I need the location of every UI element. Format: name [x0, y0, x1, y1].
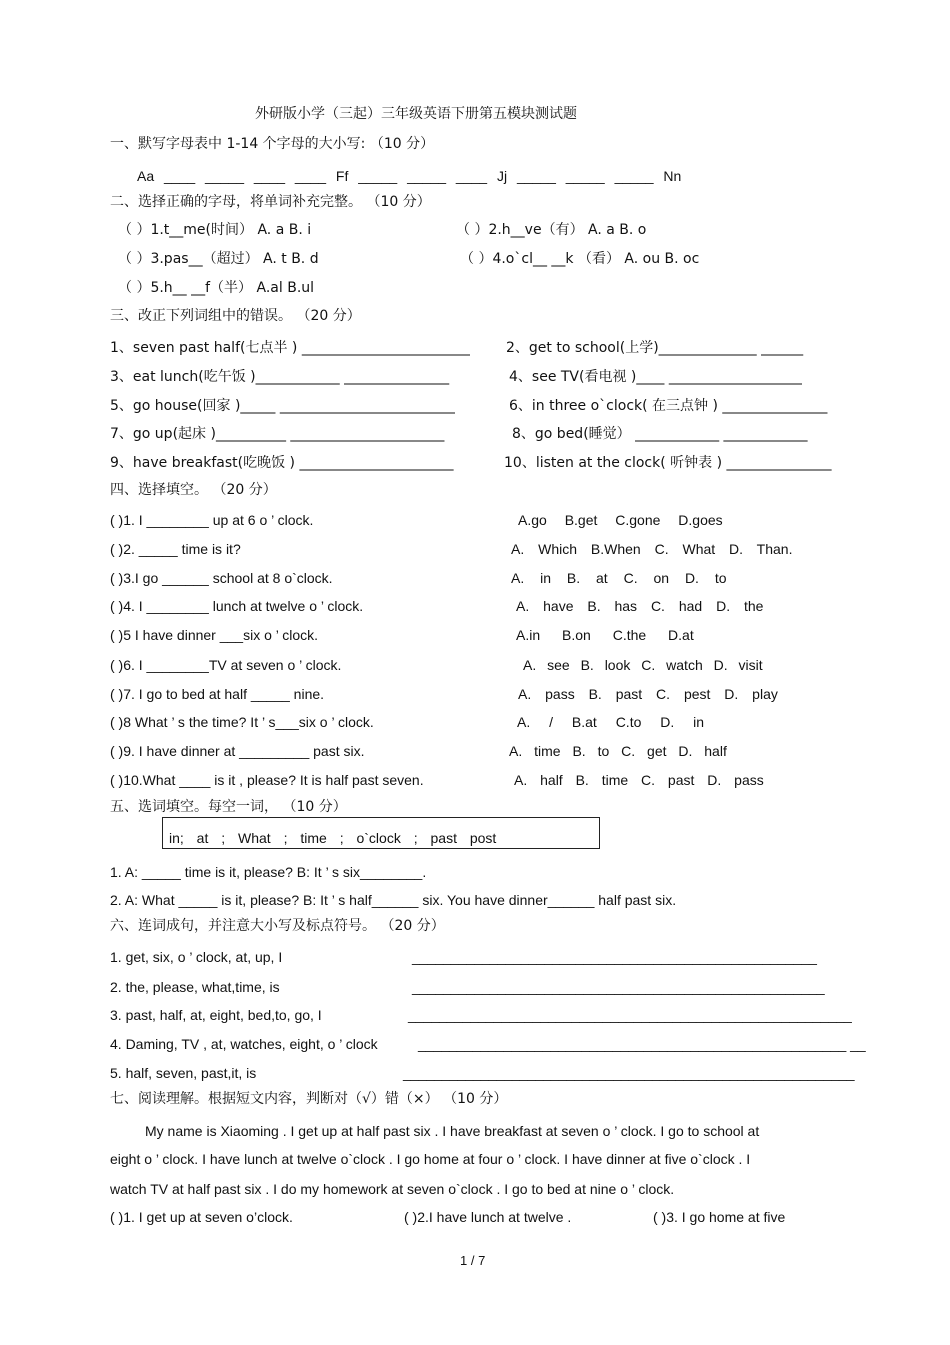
- s3-item-10: 10、listen at the clock( 听钟表 ) _______________: [504, 455, 832, 471]
- s6-item-3: 3. past, half, at, eight, bed,to, go, I: [110, 1007, 322, 1023]
- s4-question-7: ( )7. I go to bed at half _____ nine.: [110, 686, 325, 702]
- section-1-heading: 一、默写字母表中 1-14 个字母的大小写: （10 分）: [110, 136, 435, 152]
- s3-item-3: 3、eat lunch(吃午饭 )____________ _______________: [110, 369, 450, 385]
- s4-question-10: ( )10.What ____ is it , please? It is half past seven.: [110, 772, 424, 788]
- s4-options-5: A.in B.on C.the D.at: [516, 627, 694, 643]
- s6-item-1: 1. get, six, o ’ clock, at, up, I: [110, 949, 283, 965]
- s3-item-6: 6、in three o`clock( 在三点钟 ) _______________: [509, 398, 828, 414]
- passage-line-3: watch TV at half past six . I do my homework at seven o`clock . I go to bed at nine o ’ clock.: [110, 1181, 675, 1197]
- s4-options-2: A. Which B.When C. What D. Than.: [511, 541, 793, 557]
- section-2-heading: 二、选择正确的字母，将单词补充完整。 （10 分）: [110, 194, 431, 210]
- s3-item-5: 5、go house(回家 )_____ _________________________: [110, 398, 455, 414]
- s3-item-7: 7、go up(起床 )__________ ______________________: [110, 426, 445, 442]
- section-6-heading: 六、连词成句，并注意大小写及标点符号。 （20 分）: [110, 918, 445, 934]
- s2-question-3: （ ）3.pas__（超过） A. t B. d: [118, 251, 319, 267]
- page-title: 外研版小学（三起）三年级英语下册第五模块测试题: [255, 106, 577, 122]
- s4-question-2: ( )2. _____ time is it?: [110, 541, 241, 557]
- s6-answer-line-3: _________________________________________________________: [408, 1007, 852, 1023]
- s5-question-1: 1. A: _____ time is it, please? B: It ’ s six________.: [110, 864, 427, 880]
- section-5-heading: 五、选词填空。每空一词， （10 分）: [110, 799, 347, 815]
- s3-item-4: 4、see TV(看电视 )____ ___________________: [509, 369, 802, 385]
- passage-line-1: My name is Xiaoming . I get up at half past six . I have breakfast at seven o ’ clock. I go to school at: [145, 1123, 760, 1139]
- s4-question-4: ( )4. I ________ lunch at twelve o ’ clock.: [110, 598, 364, 614]
- s4-options-6: A. see B. look C. watch D. visit: [523, 657, 763, 673]
- s6-answer-line-5: __________________________________________________________: [403, 1065, 855, 1081]
- s3-item-9: 9、have breakfast(吃晚饭 ) ______________________: [110, 455, 454, 471]
- s6-item-2: 2. the, please, what,time, is: [110, 979, 280, 995]
- s4-options-9: A. time B. to C. get D. half: [509, 743, 727, 759]
- s7-question-1: ( )1. I get up at seven o’clock.: [110, 1209, 293, 1225]
- word-bank: in; at ; What ; time ; o`clock ; past post: [169, 830, 497, 846]
- s4-question-8: ( )8 What ’ s the time? It ’ s___six o ’ clock.: [110, 714, 374, 730]
- s3-item-2: 2、get to school(上学)______________ ______: [506, 340, 804, 356]
- s4-options-3: A. in B. at C. on D. to: [511, 570, 727, 586]
- s7-question-3: ( )3. I go home at five: [653, 1209, 786, 1225]
- s6-item-4: 4. Daming, TV , at, watches, eight, o ’ clock: [110, 1036, 378, 1052]
- s4-options-10: A. half B. time C. past D. pass: [514, 772, 764, 788]
- s7-question-2: ( )2.I have lunch at twelve .: [404, 1209, 572, 1225]
- s4-question-5: ( )5 I have dinner ___six o ’ clock.: [110, 627, 319, 643]
- s6-item-5: 5. half, seven, past,it, is: [110, 1065, 257, 1081]
- s2-question-1: （ ）1.t__me(时间） A. a B. i: [118, 222, 312, 238]
- s5-question-2: 2. A: What _____ is it, please? B: It ’ s half______ six. You have dinner______ half past six.: [110, 892, 677, 908]
- s3-item-1: 1、seven past half(七点半 ) ________________________: [110, 340, 470, 356]
- s6-answer-line-1: ____________________________________________________: [412, 949, 817, 965]
- s4-question-6: ( )6. I ________TV at seven o ’ clock.: [110, 657, 342, 673]
- s2-question-4: （ ）4.o`cl__ __k （看） A. ou B. oc: [460, 251, 700, 267]
- section-3-heading: 三、改正下列词组中的错误。 （20 分）: [110, 308, 361, 324]
- s4-question-3: ( )3.I go ______ school at 8 o`clock.: [110, 570, 333, 586]
- s4-options-8: A. / B.at C.to D. in: [517, 714, 705, 730]
- alphabet-row: Aa ____ _____ ____ ____ Ff _____ _____ ____ Jj _____ _____ _____ Nn: [137, 168, 682, 184]
- s2-question-5: （ ）5.h__ __f（半） A.al B.ul: [118, 280, 315, 296]
- s4-question-9: ( )9. I have dinner at _________ past six.: [110, 743, 365, 759]
- s4-options-1: A.go B.get C.gone D.goes: [518, 512, 723, 528]
- s2-question-2: （ ）2.h__ve（有） A. a B. o: [456, 222, 647, 238]
- passage-line-2: eight o ’ clock. I have lunch at twelve o`clock . I go home at four o ’ clock. I have dinner at five o`clock . I: [110, 1151, 751, 1167]
- section-7-heading: 七、阅读理解。根据短文内容，判断对（√）错（×） （10 分）: [110, 1091, 508, 1107]
- section-4-heading: 四、选择填空。 （20 分）: [110, 482, 277, 498]
- s3-item-8: 8、go bed(睡觉） ____________ ____________: [512, 426, 808, 442]
- s6-answer-line-4: _______________________________________________________ __: [418, 1036, 866, 1052]
- s6-answer-line-2: _____________________________________________________: [412, 979, 825, 995]
- s4-options-7: A. pass B. past C. pest D. play: [518, 686, 778, 702]
- s4-options-4: A. have B. has C. had D. the: [516, 598, 764, 614]
- s4-question-1: ( )1. I ________ up at 6 o ’ clock.: [110, 512, 314, 528]
- page-number: 1 / 7: [460, 1253, 486, 1268]
